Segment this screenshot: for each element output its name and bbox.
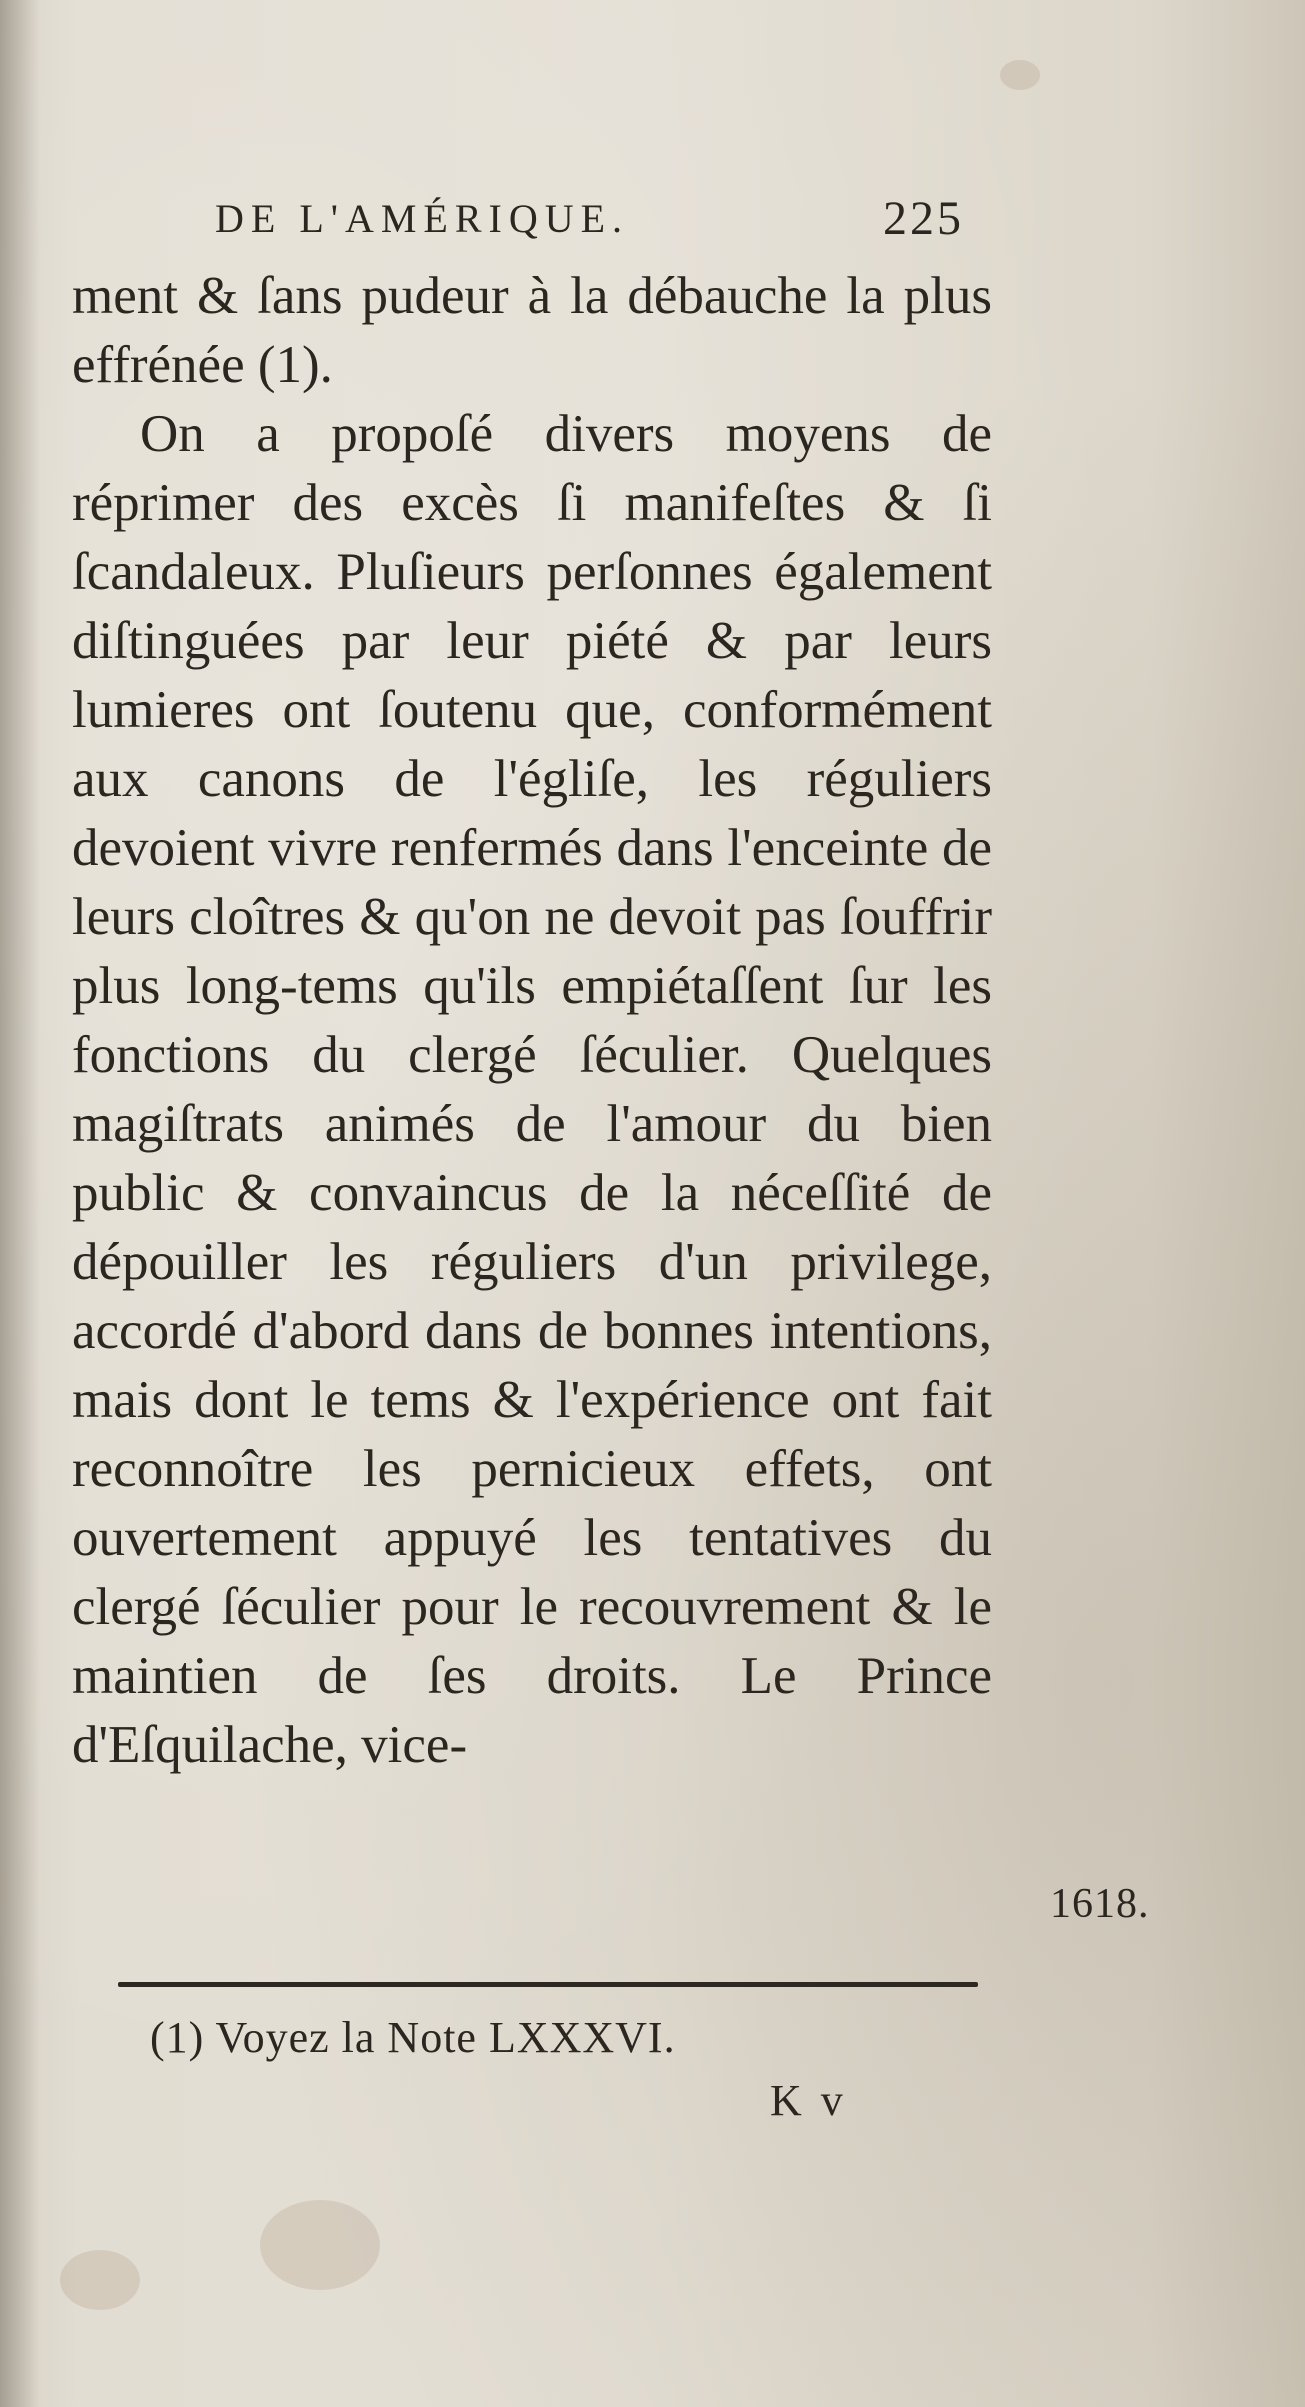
signature-mark: K v bbox=[770, 2076, 847, 2125]
paragraph: On a propoſé divers moyens de réprimer des excès ſi manifeſtes & ſi ſcandaleux. Pluſieurs perſonnes également diſtinguées par leur piété & par leurs lumieres ont ſoutenu que, conformément aux canons de l'égliſe, les réguliers devoient vivre renfermés dans l'enceinte de leurs cloîtres & qu'on ne devoit pas ſouffrir plus long-tems qu'ils empiétaſſent ſur les fonctions du clergé ſéculier. Quelques magiſtrats animés de l'amour du bien public & convaincus de la néceſſité de dépouiller les réguliers d'un privilege, accordé d'abord dans de bonnes intentions, mais dont le tems & l'expérience ont fait reconnoître les pernicieux effets, ont ouvertement appuyé les tentatives du clergé ſéculier pour le recouvrement & le maintien de ſes droits. Le Prince d'Eſquilache, vice- bbox=[72, 405, 992, 1774]
foxing-stain bbox=[60, 2250, 140, 2310]
footnote-divider bbox=[118, 1982, 978, 1987]
page-number: 225 bbox=[883, 192, 964, 245]
footnote: (1) Voyez la Note LXXXVI. bbox=[150, 2013, 676, 2062]
gutter-shadow bbox=[0, 0, 40, 2407]
foxing-stain bbox=[260, 2200, 380, 2290]
body-text bbox=[72, 262, 992, 1780]
margin-year-note: 1618. bbox=[1050, 1881, 1150, 1927]
running-head bbox=[215, 192, 1015, 255]
running-title: DE L'AMÉRIQUE. bbox=[215, 196, 630, 241]
paragraph: ment & ſans pudeur à la débauche la plus effrénée (1). bbox=[72, 267, 992, 394]
foxing-stain bbox=[1000, 60, 1040, 90]
